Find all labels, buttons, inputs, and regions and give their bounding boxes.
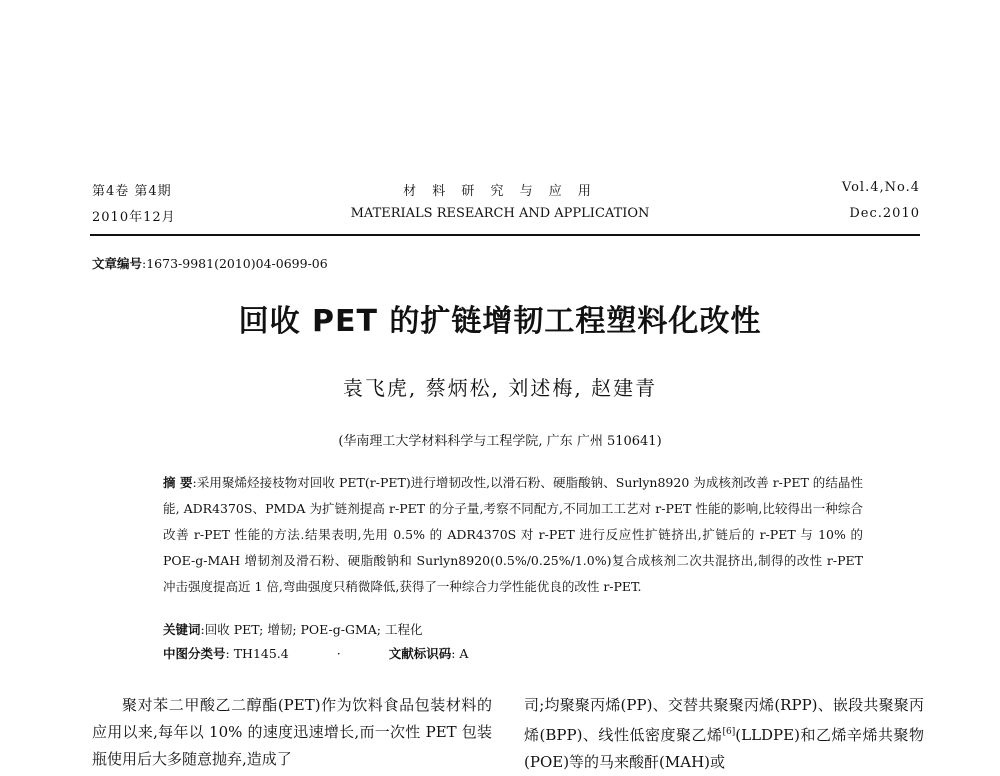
keywords — [163, 620, 422, 638]
keywords-label: 关键词 — [163, 622, 201, 637]
classification-separator: · — [336, 646, 341, 661]
journal-name-en: MATERIALS RESEARCH AND APPLICATION — [350, 206, 650, 221]
body-right-text-b: (LLDPE)和乙烯辛烯共聚物(POE)等的马来酸酐(MAH)或 — [524, 726, 924, 771]
body-left-column: 聚对苯二甲酸乙二醇酯(PET)作为饮料食品包装材料的应用以来,每年以 10% 的速度迅速增长,而一次性 PET 包装瓶使用后大多随意抛弃,造成了 — [92, 696, 492, 768]
journal-date-cn: 2010年12月 — [92, 210, 176, 225]
classification-value: : TH145.4 — [225, 646, 289, 661]
document-code-label: 文献标识码 — [388, 646, 452, 661]
abstract — [163, 470, 863, 600]
document-code-value: : A — [451, 646, 469, 661]
article-id — [92, 254, 328, 272]
journal-date-en: Dec.2010 — [849, 206, 920, 221]
article-id-label: 文章编号 — [92, 256, 143, 271]
header-rule — [90, 234, 920, 236]
abstract-text: :采用聚烯烃接枝物对回收 PET(r-PET)进行增韧改性,以滑石粉、硬脂酸钠、Surlyn8920 为成核剂改善 r-PET 的结晶性能, ADR4370S、PMDA 为扩链剂提高 r-PET 的分子量,考察不同配方,不同加工工艺对 r-PET 性能的影响,比较得出一种综合改善 r-PET 性能的方法.结果表明,先用 0.5% 的 ADR4370S 对 r-PET 进行反应性扩链挤出,扩链后的 r-PET 与 10% 的 POE-g-MAH 增韧剂及滑石粉、硬脂酸钠和 Surlyn8920(0.5%/0.25%/1.0%)复合成核剂二次共混挤出,制得的改性 r-PET 冲击强度提高近 1 倍,弯曲强度只稍微降低,获得了一种综合力学性能优良的改性 r-PET. — [163, 475, 863, 594]
abstract-label: 摘 要 — [163, 475, 193, 490]
body-right-column — [524, 692, 924, 776]
body-right-text-a: 司;均聚聚丙烯(PP)、交替共聚聚丙烯(RPP)、嵌段共聚聚丙烯(BPP)、线性低密度聚乙烯 — [524, 696, 924, 744]
journal-volume-issue: 第4卷 第4期 — [92, 184, 172, 199]
paper-authors: 袁飞虎, 蔡炳松, 刘述梅, 赵建青 — [342, 376, 658, 400]
article-id-value: :1673-9981(2010)04-0699-06 — [142, 256, 328, 271]
classification — [163, 644, 468, 662]
paper-title: 回收 PET 的扩链增韧工程塑料化改性 — [238, 304, 762, 339]
keywords-text: :回收 PET; 增韧; POE-g-GMA; 工程化 — [200, 622, 423, 637]
journal-name-cn: 材 料 研 究 与 应 用 — [403, 184, 597, 199]
citation-ref: [6] — [722, 727, 736, 737]
classification-label: 中图分类号 — [163, 646, 226, 661]
paper-affiliation: (华南理工大学材料科学与工程学院, 广东 广州 510641) — [338, 434, 662, 449]
journal-vol-en: Vol.4,No.4 — [841, 180, 920, 195]
